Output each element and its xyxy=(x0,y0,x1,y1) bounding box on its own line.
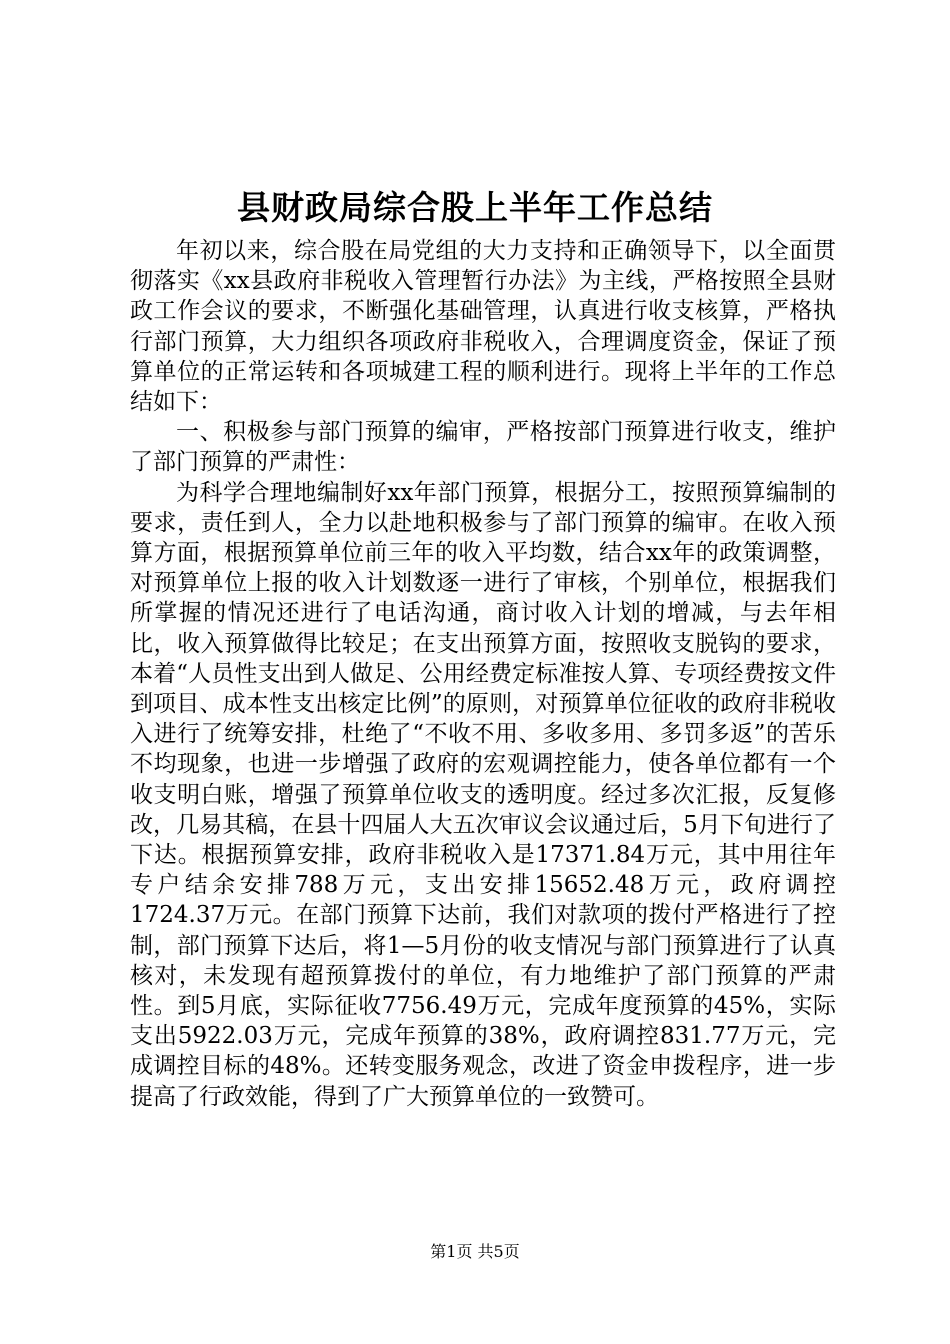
paragraph-intro: 年初以来，综合股在局党组的大力支持和正确领导下，以全面贯彻落实《xx县政府非税收入管理暂行办法》为主线，严格按照全县财政工作会议的要求，不断强化基础管理，认真进行收支核算，严格执行部门预算，大力组织各项政府非税收入，合理调度资金，保证了预算单位的正常运转和各项城建工程的顺利进行。现将上半年的工作总结如下： xyxy=(130,238,836,416)
paragraph-section-heading: 一、积极参与部门预算的编审，严格按部门预算进行收支，维护了部门预算的严肃性： xyxy=(130,419,836,476)
paragraph-budget-details: 为科学合理地编制好xx年部门预算，根据分工，按照预算编制的要求，责任到人，全力以赴地积极参与了部门预算的编审。在收入预算方面，根据预算单位前三年的收入平均数，结合xx年的政策调整，对预算单位上报的收入计划数逐一进行了审核，个别单位，根据我们所掌握的情况还进行了电话沟通，商讨收入计划的增减，与去年相比，收入预算做得比较足；在支出预算方面，按照收支脱钩的要求，本着“人员性支出到人做足、公用经费定标准按人算、专项经费按文件到项目、成本性支出核定比例”的原则，对预算单位征收的政府非税收入进行了统筹安排，杜绝了“不收不用、多收多用、多罚多返”的苦乐不均现象，也进一步增强了政府的宏观调控能力，使各单位都有一个收支明白账，增强了预算单位收支的透明度。经过多次汇报，反复修改，几易其稿，在县十四届人大五次审议会议通过后，5月下旬进行了下达。根据预算安排，政府非税收入是17371.84万元，其中用往年专户结余安排788万元，支出安排15652.48万元，政府调控1724.37万元。在部门预算下达前，我们对款项的拨付严格进行了控制，部门预算下达后，将1—5月份的收支情况与部门预算进行了认真核对，未发现有超预算拨付的单位，有力地维护了部门预算的严肃性。到5月底，实际征收7756.49万元，完成年度预算的45%，实际支出5922.03万元，完成年预算的38%，政府调控831.77万元，完成调控目标的48%。还转变服务观念，改进了资金申拨程序，进一步提高了行政效能，得到了广大预算单位的一致赞可。 xyxy=(130,479,836,1110)
document-body xyxy=(130,236,836,1112)
document-title: 县财政局综合股上半年工作总结 xyxy=(237,188,713,227)
page-number-footer: 第1页 共5页 xyxy=(430,1242,520,1261)
